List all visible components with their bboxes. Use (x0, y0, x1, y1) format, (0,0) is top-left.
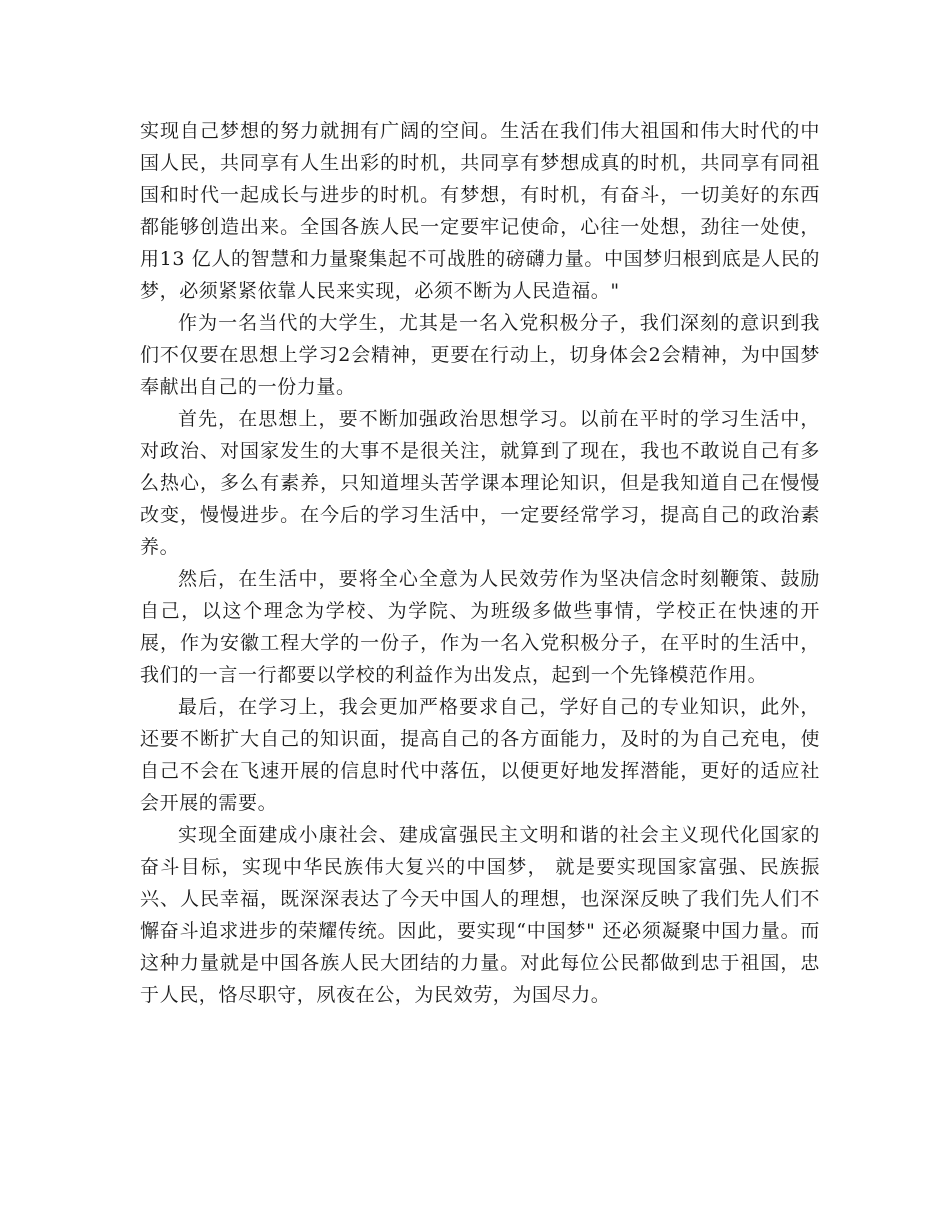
paragraph-conclusion: 实现全面建成小康社会、建成富强民主文明和谐的社会主义现代化国家的奋斗目标，实现中华民族伟大复兴的中国梦， 就是要实现国家富强、民族振兴、人民幸福，既深深表达了今天中国人的理想，也深深反映了我们先人们不懈奋斗追求进步的荣耀传统。因此，要实现“中国梦" 还必须凝聚中国力量。而这种力量就是中国各族人民大团结的力量。对此每位公民都做到忠于祖国，忠于人民，恪尽职守，夙夜在公，为民效劳，为国尽力。 (140, 824, 820, 1006)
document-body (140, 115, 820, 1011)
paragraph-then-life: 然后，在生活中，要将全心全意为人民效劳作为坚决信念时刻鞭策、鼓励自己，以这个理念为学校、为学院、为班级多做些事情，学校正在快速的开展，作为安徽工程大学的一份子，作为一名入党积极分子，在平时的生活中，我们的一言一行都要以学校的利益作为出发点，起到一个先锋模范作用。 (140, 568, 820, 686)
paragraph-first-thought: 首先，在思想上，要不断加强政治思想学习。以前在平时的学习生活中，对政治、对国家发生的大事不是很关注，就算到了现在，我也不敢说自己有多么热心，多么有素养，只知道埋头苦学课本理论知识，但是我知道自己在慢慢改变，慢慢进步。在今后的学习生活中，一定要经常学习，提高自己的政治素养。 (140, 408, 820, 558)
paragraph-college-student: 作为一名当代的大学生，尤其是一名入党积极分子，我们深刻的意识到我们不仅要在思想上学习2会精神，更要在行动上，切身体会2会精神，为中国梦奉献出自己的一份力量。 (140, 312, 820, 398)
paragraph-continuation: 实现自己梦想的努力就拥有广阔的空间。生活在我们伟大祖国和伟大时代的中国人民，共同享有人生出彩的时机，共同享有梦想成真的时机，共同享有同祖国和时代一起成长与进步的时机。有梦想，有时机，有奋斗，一切美好的东西都能够创造出来。全国各族人民一定要牢记使命，心往一处想，劲往一处使，用13 亿人的智慧和力量聚集起不可战胜的磅礴力量。中国梦归根到底是人民的梦，必须紧紧依靠人民来实现，必须不断为人民造福。" (140, 120, 820, 302)
paragraph-finally-study: 最后，在学习上，我会更加严格要求自己，学好自己的专业知识，此外，还要不断扩大自己的知识面，提高自己的各方面能力，及时的为自己充电，使自己不会在飞速开展的信息时代中落伍，以便更好地发挥潜能，更好的适应社会开展的需要。 (140, 696, 820, 814)
